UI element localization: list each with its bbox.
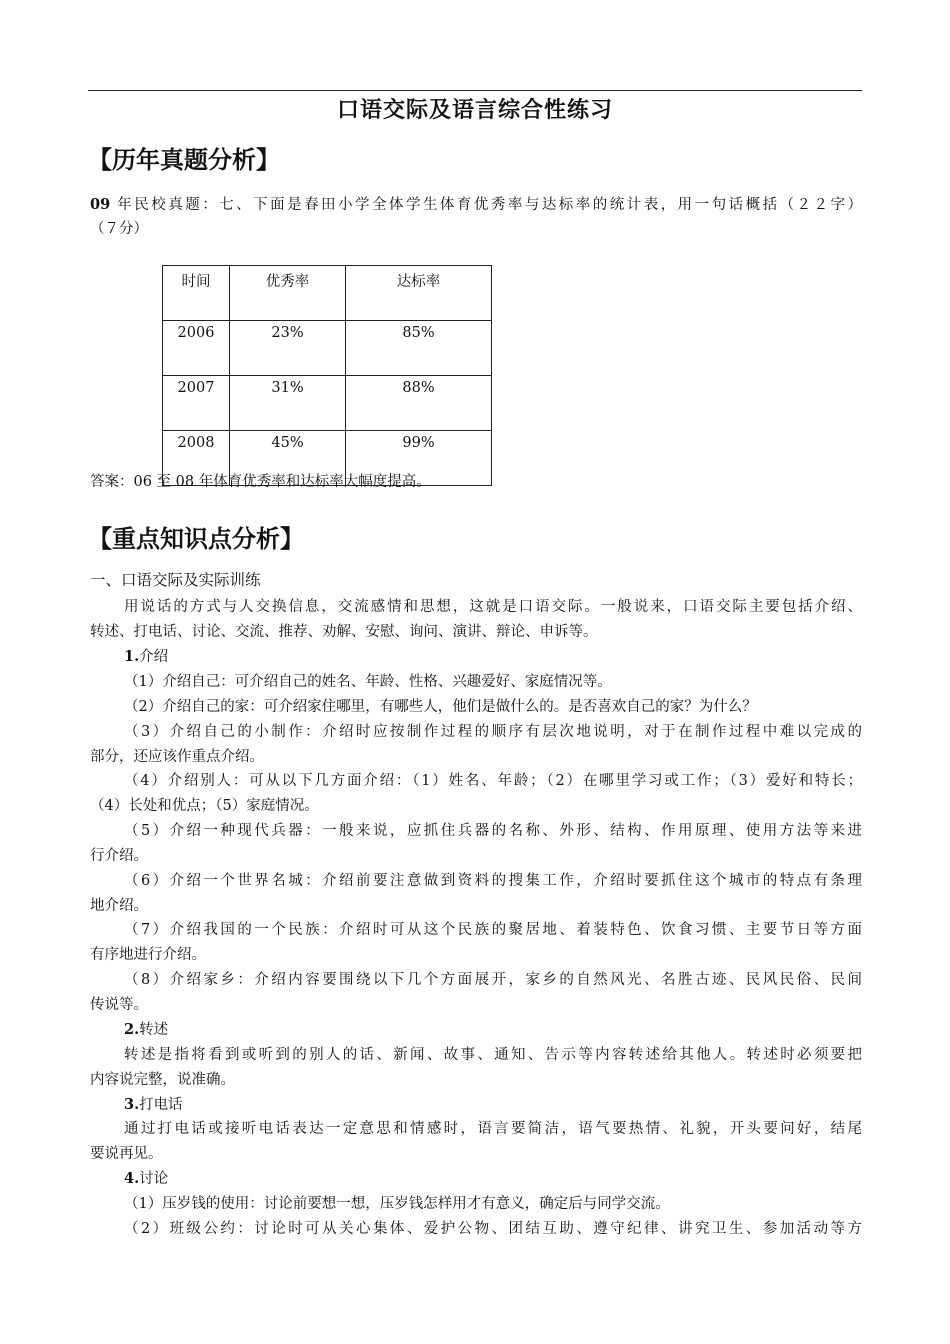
subsection-phone-call bbox=[124, 1093, 862, 1117]
subsection-title: 讨论 bbox=[139, 1171, 169, 1187]
stats-table bbox=[162, 265, 492, 486]
list-item: （1）压岁钱的使用：讨论前要想一想，压岁钱怎样用才有意义，确定后与同学交流。 bbox=[124, 1196, 670, 1212]
table-cell: 31% bbox=[230, 376, 346, 431]
subsection-introduction bbox=[124, 645, 862, 669]
list-item: （2）介绍自己的家：可介绍家住哪里，有哪些人，他们是做什么的。是否喜欢自己的家？为什么？ bbox=[124, 699, 757, 715]
subsection-title: 转述 bbox=[139, 1022, 169, 1038]
subsection-title: 打电话 bbox=[139, 1097, 183, 1113]
table-cell: 23% bbox=[230, 321, 346, 376]
list-item: （2）班级公约：讨论时可从关心集体、爱护公物、团结互助、遵守纪律、讲究卫生、参加活动等方 bbox=[124, 1221, 862, 1237]
table-cell: 2007 bbox=[163, 376, 230, 431]
list-item-continuation: 地介绍。 bbox=[90, 898, 148, 914]
paragraph-line: 要说再见。 bbox=[90, 1146, 163, 1162]
table-header-cell: 优秀率 bbox=[230, 266, 346, 321]
subsection-number: 3. bbox=[124, 1096, 140, 1113]
table-header-cell: 时间 bbox=[163, 266, 230, 321]
header-rule bbox=[88, 90, 862, 91]
paragraph-line: 内容说完整，说准确。 bbox=[90, 1072, 235, 1088]
list-item-continuation: 传说等。 bbox=[90, 997, 148, 1013]
section-heading-key-points: 【重点知识点分析】 bbox=[88, 525, 304, 553]
table-header-cell: 达标率 bbox=[346, 266, 492, 321]
table-row bbox=[163, 321, 492, 376]
table-cell: 2006 bbox=[163, 321, 230, 376]
table-cell: 99% bbox=[346, 431, 492, 486]
list-item-continuation: 有序地进行介绍。 bbox=[90, 947, 206, 963]
question-line bbox=[90, 193, 862, 217]
paragraph-line: 通过打电话或接听电话表达一定意思和情感时，语言要简洁，语气要热情、礼貌，开头要问好，结尾 bbox=[124, 1121, 862, 1137]
question-text: 年民校真题：七、下面是春田小学全体学生体育优秀率与达标率的统计表，用一句话概括（２２字） bbox=[110, 197, 862, 213]
table-cell: 45% bbox=[230, 431, 346, 486]
intro-paragraph-line: 用说话的方式与人交换信息，交流感情和思想，这就是口语交际。一般说来，口语交际主要包括介绍、 bbox=[124, 599, 862, 615]
list-item-continuation: （4）长处和优点；（5）家庭情况。 bbox=[90, 798, 319, 814]
list-item: （5）介绍一种现代兵器：一般来说，应抓住兵器的名称、外形、结构、作用原理、使用方法等来进 bbox=[124, 823, 862, 839]
subsection-title: 介绍 bbox=[139, 649, 169, 665]
section-heading-past-exams: 【历年真题分析】 bbox=[88, 146, 280, 174]
list-item: （6）介绍一个世界名城：介绍前要注意做到资料的搜集工作，介绍时要抓住这个城市的特点有条理 bbox=[124, 873, 862, 889]
answer-text: 答案：06 至 08 年体育优秀率和达标率大幅度提高。 bbox=[90, 474, 431, 490]
subsection-number: 1. bbox=[124, 648, 140, 665]
subsection-number: 4. bbox=[124, 1170, 140, 1187]
subsection-discussion bbox=[124, 1167, 862, 1191]
list-item: （1）介绍自己：可介绍自己的姓名、年龄、性格、兴趣爱好、家庭情况等。 bbox=[124, 674, 612, 690]
list-item: （4）介绍别人：可从以下几方面介绍：（1）姓名、年龄；（2）在哪里学习或工作；（3）爱好和特长； bbox=[124, 773, 862, 789]
table-cell: 85% bbox=[346, 321, 492, 376]
list-item-continuation: 行介绍。 bbox=[90, 848, 148, 864]
list-item: （8）介绍家乡：介绍内容要围绕以下几个方面展开，家乡的自然风光、名胜古迹、民风民俗、民间 bbox=[124, 972, 862, 988]
paragraph-line: 转述是指将看到或听到的别人的话、新闻、故事、通知、告示等内容转述给其他人。转述时必须要把 bbox=[124, 1047, 862, 1063]
intro-paragraph-line: 转述、打电话、讨论、交流、推荐、劝解、安慰、询问、演讲、辩论、申诉等。 bbox=[90, 624, 598, 640]
subsection-retelling bbox=[124, 1018, 862, 1042]
list-item: （3）介绍自己的小制作：介绍时应按制作过程的顺序有层次地说明，对于在制作过程中难以完成的 bbox=[124, 724, 862, 740]
question-number: 09 bbox=[90, 196, 111, 213]
subsection-number: 2. bbox=[124, 1021, 140, 1038]
table-cell: 88% bbox=[346, 376, 492, 431]
question-points: （７分） bbox=[90, 221, 148, 237]
table-row bbox=[163, 376, 492, 431]
table-cell: 2008 bbox=[163, 431, 230, 486]
subheading-oral-communication: 一、口语交际及实际训练 bbox=[90, 571, 261, 589]
page-title: 口语交际及语言综合性练习 bbox=[336, 98, 613, 123]
list-item-continuation: 部分，还应该作重点介绍。 bbox=[90, 749, 264, 765]
table-header-row bbox=[163, 266, 492, 321]
list-item: （7）介绍我国的一个民族：介绍时可从这个民族的聚居地、着装特色、饮食习惯、主要节日等方面 bbox=[124, 922, 862, 938]
